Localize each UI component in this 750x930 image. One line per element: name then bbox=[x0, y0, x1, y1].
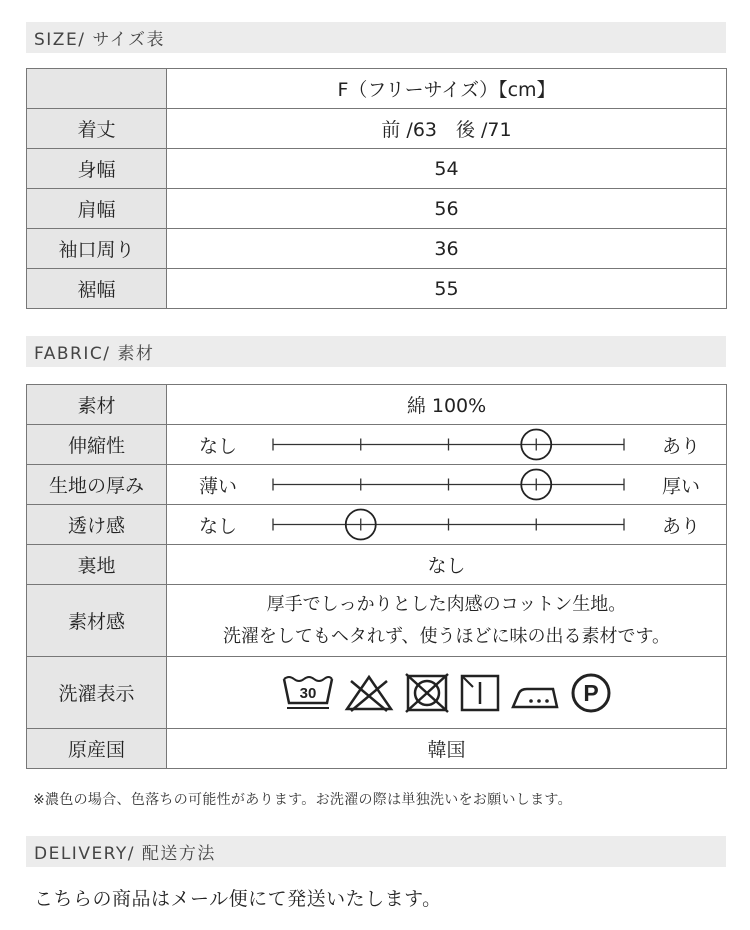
fabric-section-header bbox=[26, 336, 726, 367]
scale-row bbox=[27, 465, 727, 505]
row-label: 裏地 bbox=[27, 545, 167, 585]
table-row bbox=[27, 149, 727, 189]
scale-right-label: あり bbox=[661, 435, 700, 457]
scale-cell bbox=[167, 425, 727, 465]
size-column-header: F（フリーサイズ）【cm】 bbox=[167, 69, 727, 109]
row-label: 素材 bbox=[27, 385, 167, 425]
delivery-section-header bbox=[26, 836, 726, 867]
no-bleach-icon bbox=[343, 673, 395, 713]
scale-row bbox=[27, 505, 727, 545]
fabric-table bbox=[26, 384, 727, 769]
scale-row bbox=[27, 425, 727, 465]
row-label: 洗濯表示 bbox=[27, 657, 167, 729]
size-header-row bbox=[27, 69, 727, 109]
scale-right-label: あり bbox=[661, 515, 700, 537]
material-value: 綿 100% bbox=[167, 385, 727, 425]
care-icons bbox=[167, 657, 726, 728]
scale-cell bbox=[167, 465, 727, 505]
table-row bbox=[27, 585, 727, 657]
table-row bbox=[27, 545, 727, 585]
row-label: 生地の厚み bbox=[27, 465, 167, 505]
thickness-scale bbox=[167, 465, 728, 504]
lining-value: なし bbox=[167, 545, 727, 585]
stretch-scale bbox=[167, 425, 728, 464]
table-row bbox=[27, 385, 727, 425]
row-label: 透け感 bbox=[27, 505, 167, 545]
wash-30-gentle-icon bbox=[281, 673, 335, 713]
line-dry-icon bbox=[459, 673, 501, 713]
row-label: 身幅 bbox=[27, 149, 167, 189]
delivery-text: こちらの商品はメール便にて発送いたします。 bbox=[34, 888, 442, 910]
scale-left-label: なし bbox=[199, 435, 238, 457]
row-label: 裾幅 bbox=[27, 269, 167, 309]
scale-left-label: なし bbox=[199, 515, 238, 537]
scale-cell bbox=[167, 505, 727, 545]
no-tumble-dry-icon bbox=[403, 673, 451, 713]
texture-line-2: 洗濯をしてもヘタれず、使うほどに味の出る素材です。 bbox=[222, 625, 671, 647]
row-value: 56 bbox=[167, 189, 727, 229]
table-row bbox=[27, 657, 727, 729]
size-section-header bbox=[26, 22, 726, 53]
iron-low-icon bbox=[509, 673, 561, 713]
row-label: 着丈 bbox=[27, 109, 167, 149]
care-note: ※濃色の場合、色落ちの可能性があります。お洗濯の際は単独洗いをお願いします。 bbox=[33, 792, 572, 808]
size-table bbox=[26, 68, 727, 309]
sheerness-scale bbox=[167, 505, 728, 544]
table-row bbox=[27, 229, 727, 269]
table-row bbox=[27, 729, 727, 769]
size-corner-cell bbox=[27, 69, 167, 109]
row-value: 55 bbox=[167, 269, 727, 309]
row-label: 肩幅 bbox=[27, 189, 167, 229]
origin-value: 韓国 bbox=[167, 729, 727, 769]
scale-right-label: 厚い bbox=[661, 475, 700, 497]
row-label: 伸縮性 bbox=[27, 425, 167, 465]
dry-clean-p-icon bbox=[569, 671, 613, 715]
table-row bbox=[27, 109, 727, 149]
size-section-title: SIZE/ サイズ表 bbox=[34, 30, 165, 50]
dry-clean-letter: P bbox=[582, 679, 599, 706]
row-value: 前 /63 後 /71 bbox=[167, 109, 727, 149]
care-icons-cell bbox=[167, 657, 727, 729]
fabric-section-title: FABRIC/ 素材 bbox=[34, 344, 155, 364]
row-label: 袖口周り bbox=[27, 229, 167, 269]
row-value: 36 bbox=[167, 229, 727, 269]
wash-temp-label: 30 bbox=[299, 684, 316, 702]
texture-line-1: 厚手でしっかりとした肉感のコットン生地。 bbox=[266, 593, 627, 615]
row-label: 原産国 bbox=[27, 729, 167, 769]
scale-left-label: 薄い bbox=[199, 475, 238, 497]
delivery-section-title: DELIVERY/ 配送方法 bbox=[34, 844, 216, 864]
table-row bbox=[27, 189, 727, 229]
texture-value bbox=[167, 585, 727, 657]
table-row bbox=[27, 269, 727, 309]
row-value: 54 bbox=[167, 149, 727, 189]
row-label: 素材感 bbox=[27, 585, 167, 657]
